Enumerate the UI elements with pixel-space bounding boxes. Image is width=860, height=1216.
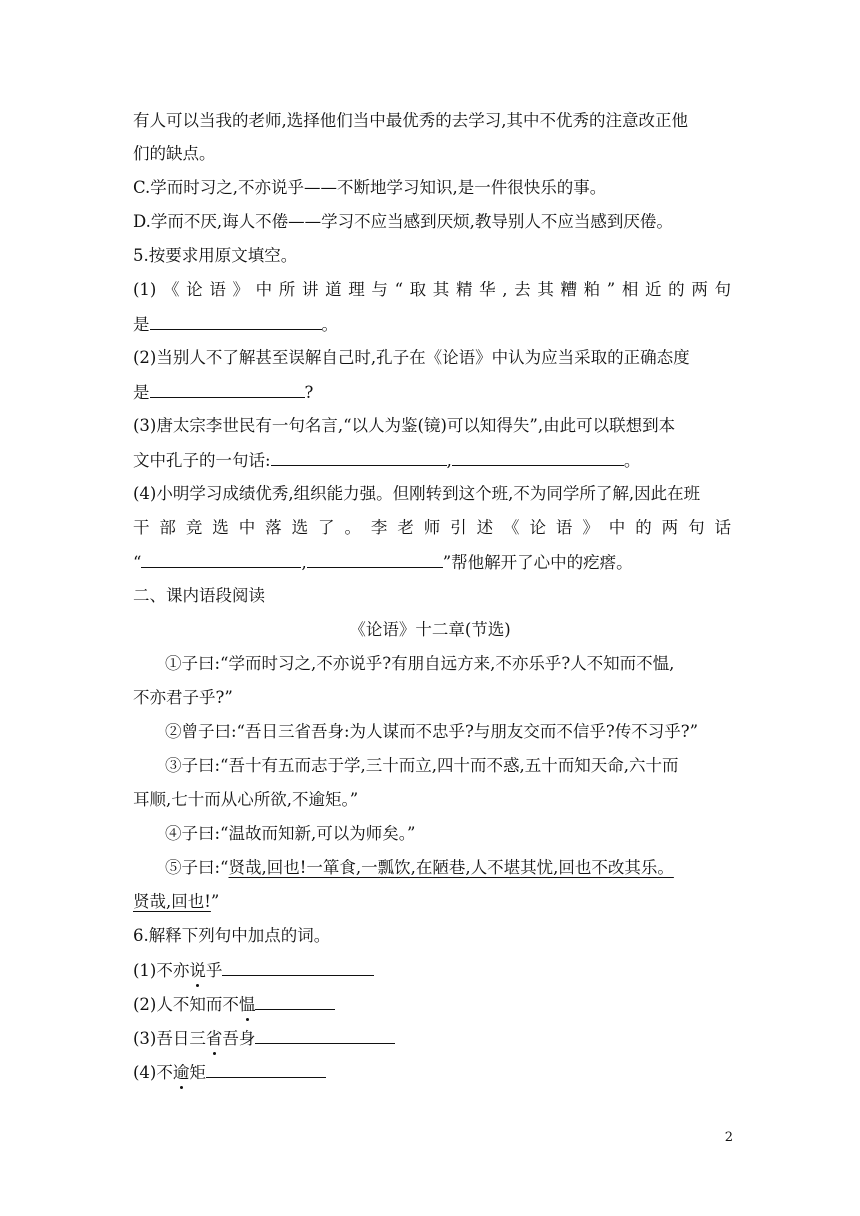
passage-text: ” <box>210 892 220 911</box>
question-5-4-cont <box>133 517 731 539</box>
passage-paragraph-5 <box>165 857 674 879</box>
question-text: 吾身 <box>222 1029 256 1048</box>
page-number: 2 <box>724 1130 733 1145</box>
answer-blank[interactable] <box>271 449 447 466</box>
dotted-word: 省 <box>205 1029 223 1048</box>
question-text: (1)不亦 <box>133 961 190 980</box>
answer-blank[interactable] <box>452 449 624 466</box>
option-c: C.学而时习之,不亦说乎——不断地学习知识,是一件很快乐的事。 <box>133 178 607 197</box>
question-6-heading: 6.解释下列句中加点的词。 <box>133 926 331 945</box>
section-2-heading: 二、课内语段阅读 <box>133 586 265 605</box>
question-text: 是 <box>133 383 150 402</box>
option-d: D.学而不厌,诲人不倦——学习不应当感到厌烦,教导别人不应当感到厌倦。 <box>133 212 673 231</box>
question-text: 。 <box>321 315 338 334</box>
question-6-3 <box>133 1027 395 1050</box>
answer-blank[interactable] <box>255 993 335 1010</box>
question-text: 是 <box>133 315 150 334</box>
question-5-1-answer <box>133 313 338 336</box>
question-text: 文中孔子的一句话: <box>133 451 271 470</box>
answer-blank[interactable] <box>150 313 322 330</box>
answer-blank[interactable] <box>307 551 443 568</box>
underlined-text: 贤哉,回也!一箪食,一瓢饮,在陋巷,人不堪其忧,回也不改其乐。 <box>228 858 674 877</box>
answer-blank[interactable] <box>150 381 305 398</box>
passage-paragraph-3-cont: 耳顺,七十而从心所欲,不逾矩。” <box>133 790 359 809</box>
question-text: , <box>446 451 452 470</box>
question-5-3: (3)唐太宗李世民有一句名言,“以人为鉴(镜)可以知得失”,由此可以联想到本 <box>133 416 676 435</box>
dotted-word: 逾 <box>172 1063 190 1082</box>
question-text: , <box>301 553 307 572</box>
question-5-1 <box>133 279 731 301</box>
question-text: 乎 <box>205 961 223 980</box>
question-text: 干部竞选中落选了。李老师引述《论语》中的两句话 <box>133 518 731 537</box>
question-text: (1)《论语》中所讲道理与“取其精华,去其糟粕”相近的两句 <box>133 280 731 299</box>
passage-paragraph-1: ①子曰:“学而时习之,不亦说乎?有朋自远方来,不亦乐乎?人不知而不愠, <box>165 654 675 673</box>
answer-blank[interactable] <box>206 1061 326 1078</box>
passage-paragraph-2: ②曾子曰:“吾日三省吾身:为人谋而不忠乎?与朋友交而不信乎?传不习乎?” <box>165 722 699 741</box>
question-text: 矩 <box>189 1063 206 1082</box>
text-line: 们的缺点。 <box>133 144 216 163</box>
question-5-2-answer <box>133 381 313 404</box>
passage-paragraph-3: ③子曰:“吾十有五而志于学,三十而立,四十而不惑,五十而知天命,六十而 <box>165 756 679 775</box>
question-text: ”帮他解开了心中的疙瘩。 <box>442 553 633 572</box>
question-text: “ <box>133 553 142 572</box>
answer-blank[interactable] <box>255 1027 395 1044</box>
dotted-word: 说 <box>189 961 206 980</box>
passage-title: 《论语》十二章(节选) <box>349 620 511 639</box>
question-text: (3)吾日三 <box>133 1029 206 1048</box>
question-6-2 <box>133 993 335 1016</box>
passage-paragraph-1-cont: 不亦君子乎?” <box>133 688 233 707</box>
question-6-4 <box>133 1061 326 1084</box>
question-text: ? <box>304 383 314 402</box>
question-5-2: (2)当别人不了解甚至误解自己时,孔子在《论语》中认为应当采取的正确态度 <box>133 348 690 367</box>
question-5-3-answer <box>133 449 640 472</box>
question-text: (4)不 <box>133 1063 173 1082</box>
text-line: 有人可以当我的老师,选择他们当中最优秀的去学习,其中不优秀的注意改正他 <box>133 111 688 130</box>
underlined-text: 贤哉,回也! <box>133 892 211 911</box>
passage-paragraph-4: ④子曰:“温故而知新,可以为师矣。” <box>165 824 416 843</box>
passage-paragraph-5-cont <box>133 891 219 913</box>
passage-text: ⑤子曰:“ <box>165 858 229 877</box>
answer-blank[interactable] <box>222 959 374 976</box>
question-5-heading: 5.按要求用原文填空。 <box>133 246 298 265</box>
question-6-1 <box>133 959 374 982</box>
question-5-4: (4)小明学习成绩优秀,组织能力强。但刚转到这个班,不为同学所了解,因此在班 <box>133 484 701 503</box>
question-text: 。 <box>623 451 641 470</box>
question-text: (2)人不知而不 <box>133 995 239 1014</box>
dotted-word: 愠 <box>238 995 256 1014</box>
answer-blank[interactable] <box>141 551 301 568</box>
question-5-4-answer <box>133 551 633 574</box>
